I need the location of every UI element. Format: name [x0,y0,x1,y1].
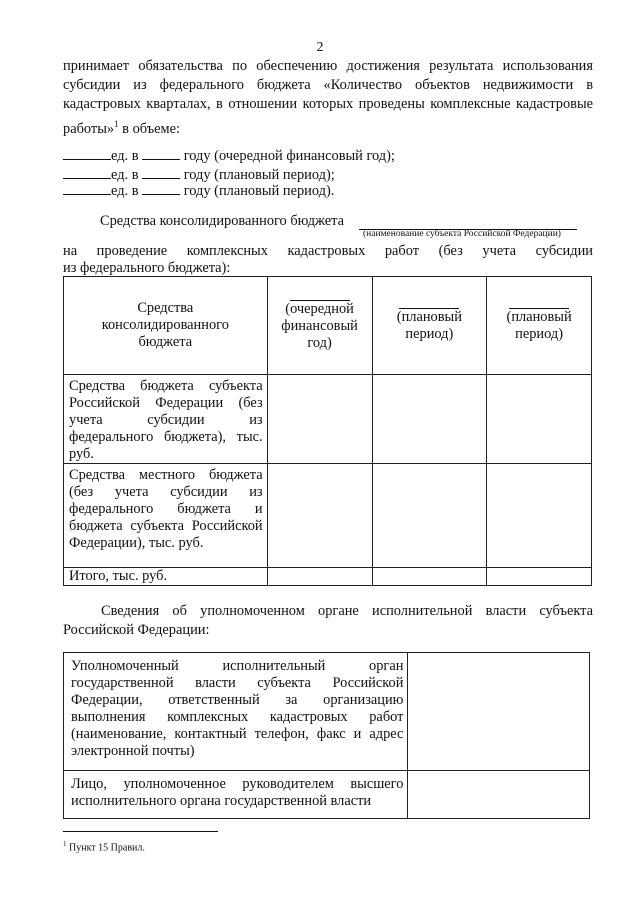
authority-label: Уполномоченный исполнительный орган государственной власти субъекта Российской Федерации, ответственный за организацию выполнения комплексных кадастровых работ (наименование, контактный телефон, факс и адрес электронной почты) [64,653,408,771]
continuation-line-2: из федерального бюджета): [63,260,231,276]
row-label: Средства бюджета субъекта Российской Федерации (без учета субсидии из федерального бюджета), тыс. руб. [64,375,268,464]
header-current-year-text: (очередной финансовый год) [281,300,358,351]
table-row-total [64,568,592,586]
volume-blank [63,180,111,195]
table-row [64,771,590,819]
volume-line-3 [63,180,334,201]
footnote-mark: 1 [63,840,67,848]
budget-table-header [64,277,592,375]
volume-blank [63,164,111,179]
year-blank [142,180,180,195]
budget-table [63,276,592,586]
row-label: Средства местного бюджета (без учета субсидии из федерального бюджета и бюджета субъекта Российской Федерации), тыс. руб. [64,464,268,568]
volume-unit: ед. в [111,148,139,164]
consolidated-budget-label: Средства консолидированного бюджета [100,213,345,229]
volume-period: году (очередной финансовый год); [183,148,395,164]
table-row [64,464,592,568]
table-row [64,653,590,771]
header-budget-text: Средства консолидированного бюджета [101,300,229,350]
subject-name-caption: (наименование субъекта Российской Федерации) [363,229,561,239]
value-cell [372,464,487,568]
volume-unit: ед. в [111,167,139,183]
footnote-text: Пункт 15 Правил. [66,842,145,854]
consolidated-continuation [63,243,593,277]
value-cell [487,464,592,568]
intro-text: принимает обязательства по обеспечению достижения результата использования субсидии из федерального бюджета «Количество объектов недвижимости в кадастровых кварталах, в отношении которых проведены комплексные кадастровые работы» [63,58,593,137]
header-planned-1-text: (плановый период) [396,309,462,342]
volume-unit: ед. в [111,183,139,199]
value-cell [487,568,592,586]
header-planned-2 [487,277,592,375]
footnote [63,840,145,853]
header-planned-1 [372,277,487,375]
value-cell [267,568,372,586]
year-blank [142,164,180,179]
continuation-line-1: на проведение комплексных кадастровых работ (без учета субсидии [63,243,593,259]
value-cell [372,568,487,586]
footnote-separator [63,831,218,832]
value-cell [267,464,372,568]
header-budget [64,277,268,375]
authority-table [63,652,590,819]
intro-tail: в объеме: [118,120,181,137]
value-cell [487,375,592,464]
responsible-person-value [408,771,590,819]
value-cell [267,375,372,464]
authority-heading: Сведения об уполномоченном органе исполнительной власти субъекта Российской Федерации: [63,603,593,639]
year-blank [142,145,180,160]
volume-period: году (плановый период). [183,183,335,199]
authority-value [408,653,590,771]
header-current-year [267,277,372,375]
volume-line-1 [63,145,395,166]
table-row [64,375,592,464]
header-planned-2-text: (плановый период) [506,309,572,342]
responsible-person-label: Лицо, уполномоченное руководителем высшего исполнительного органа государственной власти [64,771,408,819]
intro-paragraph [63,57,593,139]
intro-footnote-ref: 1 [114,118,119,129]
volume-blank [63,145,111,160]
volume-period: году (плановый период); [183,167,335,183]
page-number: 2 [316,40,324,55]
value-cell [372,375,487,464]
row-label: Итого, тыс. руб. [64,568,268,586]
